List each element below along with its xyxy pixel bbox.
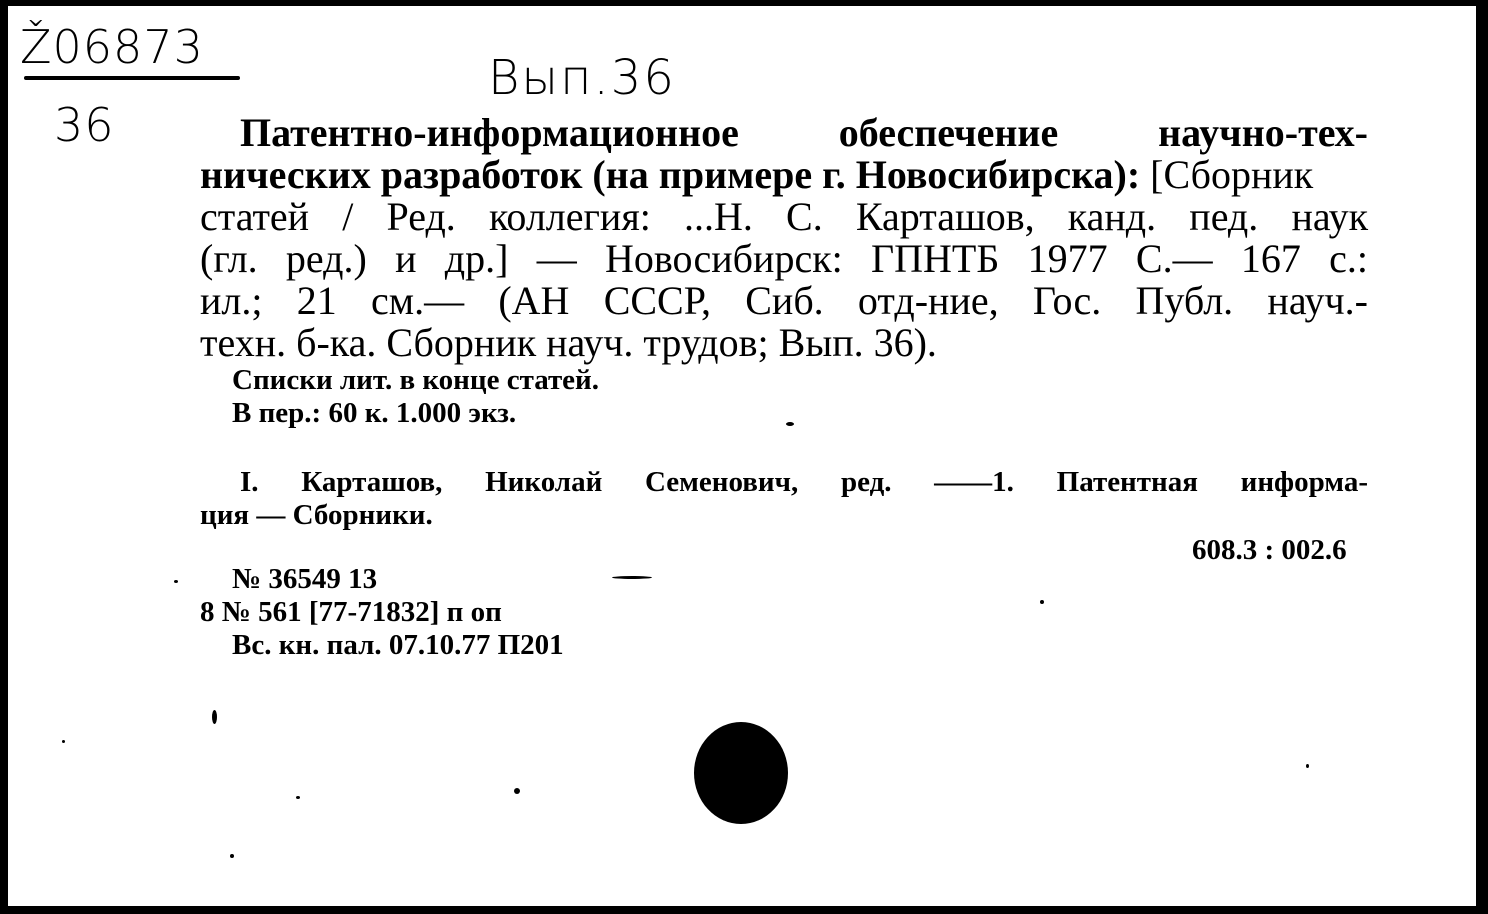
speck xyxy=(514,788,520,794)
speck xyxy=(296,796,300,799)
issue-heading: Вып.36 xyxy=(488,50,676,106)
registry-chamber: Вс. кн. пал. 07.10.77 П201 xyxy=(232,629,564,661)
margin-number: 36 xyxy=(54,98,115,152)
speck xyxy=(174,580,178,583)
speck xyxy=(1306,764,1309,768)
speck xyxy=(1040,600,1044,604)
added-entry-line-2: ция — Сборники. xyxy=(200,499,433,531)
title-line-1: Патентно-информационное обеспечение научно-тех- xyxy=(240,110,1368,155)
title-line-4: (гл. ред.) и др.] — Новосибирск: ГПНТБ 1977 С.— 167 с.: xyxy=(200,236,1368,281)
registry-order: 8 № 561 [77-71832] п оп xyxy=(200,596,502,628)
added-entry-line-1: I. Карташов, Николай Семенович, ред. ——1. Патентная информа- xyxy=(240,466,1368,498)
speck xyxy=(212,710,217,724)
title-line-2 xyxy=(200,154,1368,196)
added-entries xyxy=(200,466,1368,532)
inventory-number: Ž06873 xyxy=(20,20,204,74)
title-line-2-cont: [Сборник xyxy=(1150,152,1314,197)
title-line-5: ил.; 21 см.— (АН СССР, Сиб. отд-ние, Гос. Публ. науч.- xyxy=(200,278,1368,323)
bibliographic-description xyxy=(200,112,1368,364)
title-line-3: статей / Ред. коллегия: ...Н. С. Карташов, канд. пед. наук xyxy=(200,194,1368,239)
note-bibliography: Списки лит. в конце статей. xyxy=(232,364,600,396)
title-line-2-bold: нических разработок (на примере г. Новосибирска): xyxy=(200,152,1141,197)
note-price: В пер.: 60 к. 1.000 экз. xyxy=(232,397,517,429)
speck xyxy=(62,740,65,743)
catalog-card xyxy=(8,6,1476,906)
title-line-6: техн. б-ка. Сборник науч. трудов; Вып. 36). xyxy=(200,320,937,365)
card-border-right xyxy=(1476,0,1488,914)
speck xyxy=(230,854,234,858)
udc-index: 608.3 : 002.6 xyxy=(1192,534,1347,566)
punch-hole xyxy=(694,722,788,824)
registry-number: № 36549 13 xyxy=(232,563,378,595)
inventory-underline xyxy=(24,76,240,80)
speck xyxy=(612,576,652,579)
speck xyxy=(786,422,794,426)
